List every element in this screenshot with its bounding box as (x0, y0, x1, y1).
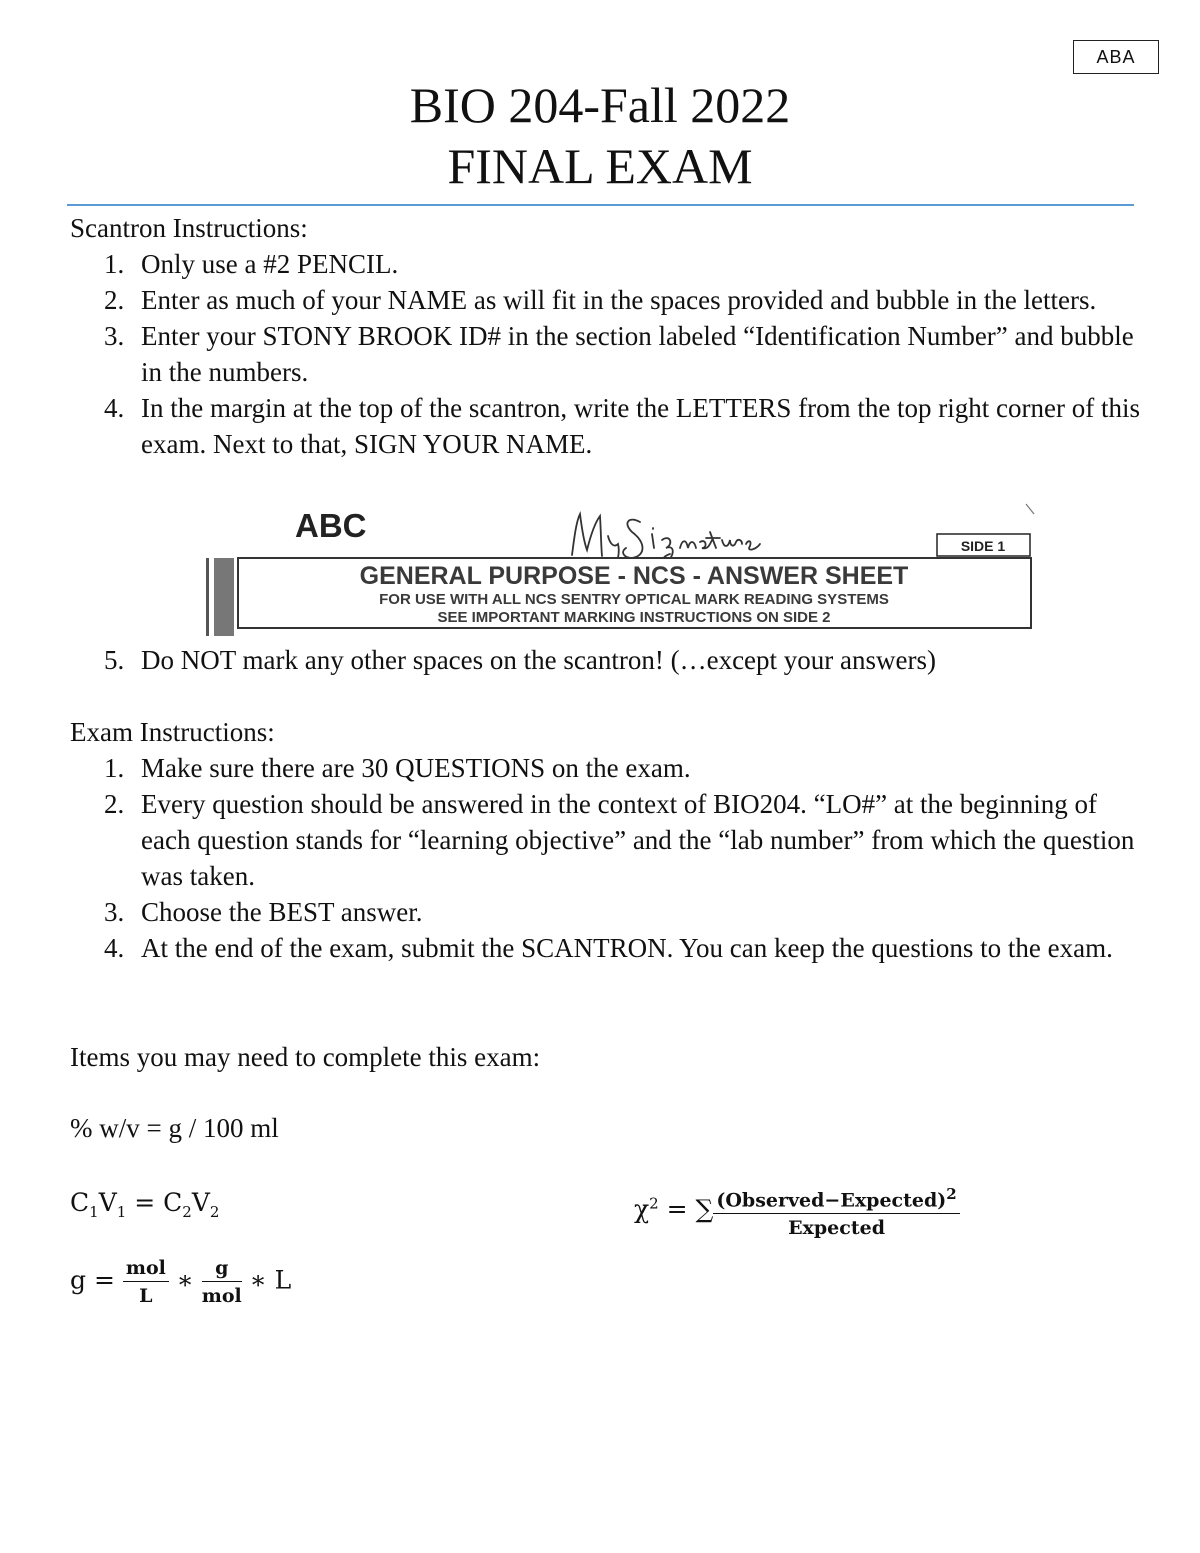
formula-term: C (163, 1188, 183, 1217)
list-item-text: Enter your STONY BROOK ID# in the section labeled “Identification Number” and bubble in the numbers. (141, 321, 1134, 387)
exam-instructions-list (70, 750, 1145, 966)
list-item (70, 894, 1145, 930)
fraction-numerator: mol (123, 1256, 169, 1282)
list-number: 4. (104, 393, 125, 423)
corner-mark (1026, 504, 1034, 514)
answer-sheet-note: SEE IMPORTANT MARKING INSTRUCTIONS ON SIDE 2 (437, 609, 831, 626)
fraction-denominator: L (139, 1285, 153, 1307)
list-number: 4. (104, 933, 125, 963)
formula-term: V (191, 1188, 210, 1217)
list-number: 2. (104, 285, 125, 315)
scantron-instructions-list-continued (70, 642, 1145, 678)
answer-sheet-title: GENERAL PURPOSE - NCS - ANSWER SHEET (359, 562, 909, 590)
formula-term: g = (70, 1265, 123, 1295)
formula-equals: = (126, 1188, 164, 1217)
list-item (70, 318, 1145, 390)
side-label: SIDE 1 (960, 538, 1006, 554)
list-item (70, 750, 1145, 786)
list-number: 3. (104, 321, 125, 351)
percent-wv-formula: % w/v = g / 100 ml (70, 1113, 279, 1143)
formula-subscript: 1 (116, 1203, 127, 1221)
dilution-formula (70, 1188, 219, 1221)
formula-subscript: 1 (89, 1203, 99, 1221)
formula-subscript: 2 (209, 1203, 220, 1221)
formula-superscript: 2 (946, 1185, 957, 1203)
exam-instructions-heading: Exam Instructions: (70, 717, 275, 747)
list-item (70, 786, 1145, 894)
formula-term: C (70, 1188, 90, 1217)
list-item (70, 282, 1145, 318)
formula-sum: = ∑ (658, 1194, 714, 1224)
list-number: 2. (104, 789, 125, 819)
exam-title: BIO 204-Fall 2022 (409, 77, 791, 133)
list-item (70, 642, 1145, 678)
list-item-text: In the margin at the top of the scantron, write the LETTERS from the top right corner of this exam. Next to that, SIGN YOUR NAME. (141, 393, 1140, 459)
formula-superscript: 2 (649, 1194, 659, 1213)
numerator-text: (Observed−Expected) (716, 1189, 947, 1212)
scantron-instructions-list (70, 246, 1145, 462)
formula-subscript: 2 (182, 1203, 192, 1221)
exam-subtitle: FINAL EXAM (447, 138, 753, 194)
grams-per-mol-fraction (202, 1256, 242, 1308)
title-divider (67, 204, 1134, 206)
list-number: 1. (104, 753, 125, 783)
list-item-text: Every question should be answered in the context of BIO204. “LO#” at the beginning of each question stands for “learning objective” and the “lab number” from which the question was taken. (141, 789, 1135, 891)
list-item-text: At the end of the exam, submit the SCANTRON. You can keep the questions to the exam. (141, 933, 1113, 963)
scantron-instructions-heading: Scantron Instructions: (70, 213, 308, 243)
exam-code-box: ABA (1073, 40, 1159, 74)
items-needed-heading: Items you may need to complete this exam: (70, 1042, 541, 1072)
chi-square-formula (634, 1182, 960, 1240)
list-number: 3. (104, 897, 125, 927)
list-item (70, 930, 1145, 966)
list-number: 1. (104, 249, 125, 279)
scantron-example-image (200, 500, 1040, 640)
formula-operator: ∗ (168, 1265, 202, 1295)
scantron-letters: ABC (295, 507, 367, 544)
list-item-text: Choose the BEST answer. (141, 897, 423, 927)
list-item (70, 246, 1145, 282)
list-item-text: Only use a #2 PENCIL. (141, 249, 399, 279)
formula-operator: ∗ L (241, 1265, 292, 1295)
timing-strip-edge (206, 558, 209, 636)
timing-strip (214, 558, 234, 636)
fraction-numerator: g (202, 1256, 242, 1282)
mol-per-liter-fraction (123, 1256, 169, 1308)
formula-term: V (98, 1188, 117, 1217)
chi-square-fraction (713, 1182, 959, 1240)
list-item (70, 390, 1145, 462)
fraction-numerator (713, 1182, 959, 1214)
list-item-text: Enter as much of your NAME as will fit in the spaces provided and bubble in the letters. (141, 285, 1097, 315)
list-item-text: Do NOT mark any other spaces on the scantron! (…except your answers) (141, 645, 936, 675)
mass-formula (70, 1256, 291, 1308)
list-number: 5. (104, 645, 125, 675)
list-item-text: Make sure there are 30 QUESTIONS on the exam. (141, 753, 691, 783)
fraction-denominator: Expected (788, 1217, 885, 1240)
formula-term: χ (634, 1194, 650, 1224)
fraction-denominator: mol (201, 1285, 242, 1307)
answer-sheet-subtitle: FOR USE WITH ALL NCS SENTRY OPTICAL MARK READING SYSTEMS (379, 591, 889, 608)
